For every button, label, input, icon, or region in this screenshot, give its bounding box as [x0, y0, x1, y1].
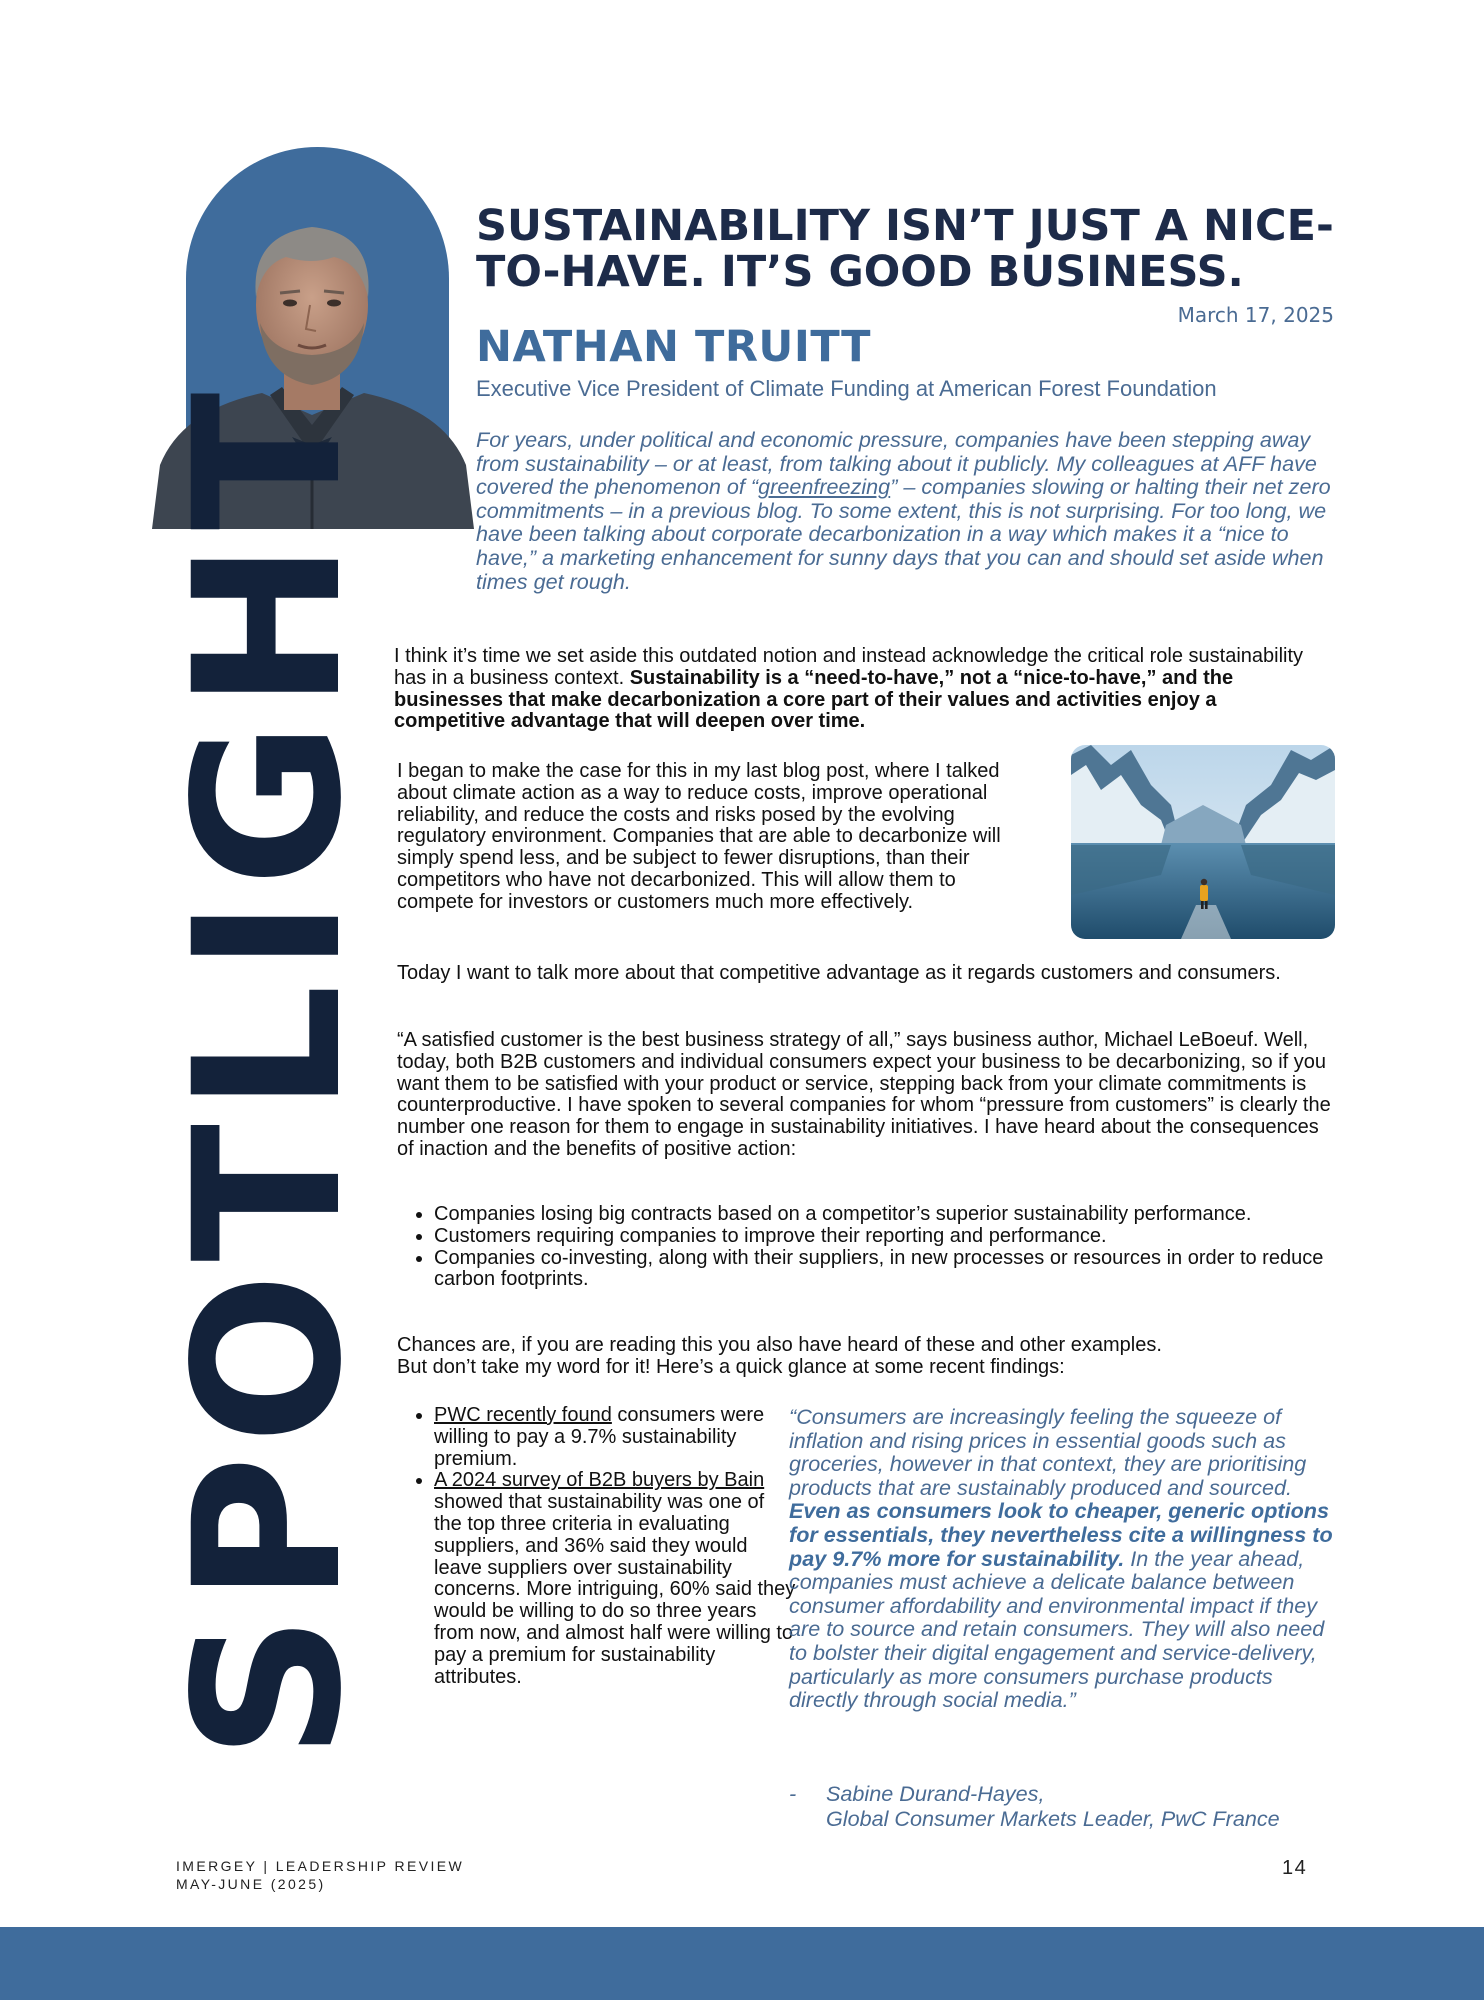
list-item: • Customers requiring companies to improve their reporting and performance. — [434, 1226, 1374, 1248]
bain-survey-link[interactable]: A 2024 survey of B2B buyers by Bain — [434, 1469, 765, 1492]
list-item: • PWC recently found consumers were willing to pay a 9.7% sustainability premium. — [434, 1405, 796, 1470]
attribution-title: Global Consumer Markets Leader, PwC France — [826, 1806, 1280, 1831]
thesis-statement: Sustainability is a “need-to-have,” not a “nice-to-have,” and the businesses that make decarbonization a core part of their values and activities enjoy a competitive advantage that will deepen over time. — [394, 666, 1234, 733]
list-item: • A 2024 survey of B2B buyers by Bain showed that sustainability was one of the top three criteria in evaluating suppliers, and 36% said they would leave suppliers over sustainability concerns. More intriguing, 60% said they would be willing to do so three years from now, and almost half were willing to pay a premium for sustainability attributes. — [434, 1470, 796, 1688]
intro-paragraph: For years, under political and economic pressure, companies have been stepping away from sustainability – or at least, from talking about it publicly. My colleagues at AFF have covered the phenomenon of “greenfreezing” – companies slowing or halting their net zero commitments – in a previous blog. To some extent, this is not surprising. For too long, we have been talking about corporate decarbonization in a way which makes it a “nice to have,” a marketing enhancement for sunny days that you can and should set aside when times get rough. — [476, 427, 1331, 594]
pwc-findings-link[interactable]: PWC recently found — [434, 1404, 612, 1426]
author-name: NATHAN TRUITT — [476, 322, 871, 372]
article-date: March 17, 2025 — [1177, 303, 1334, 327]
previous-blog-paragraph: I began to make the case for this in my last blog post, where I talked about climate action as a way to reduce costs, improve operational reliability, and reduce the costs and risks posed by the evolving regulatory environment. Companies that are able to decarbonize will simply spend less, and be subject to fewer disruptions, than their competitors who have not decarbonized. This will allow them to compete for investors or customers much more effectively. — [397, 760, 1001, 913]
pull-quote-highlight: Even as consumers look to cheaper, generic options for essentials, they nevertheless cite a willingness to pay 9.7% more for sustainability. — [789, 1498, 1333, 1571]
satisfied-customer-paragraph: “A satisfied customer is the best business strategy of all,” says business author, Michael LeBoeuf. Well, today, both B2B customers and individual consumers expect your business to be decarbonizing, so if you want them to be satisfied with your product or service, stepping back from your climate commitments is counterproductive. I have spoken to several companies for whom “pressure from customers” is clearly the number one reason for them to engage in sustainability initiatives. I have heard about the consequences of inaction and the benefits of positive action: — [397, 1029, 1331, 1160]
spotlight-vertical-label: SPOTLIGHT — [150, 381, 386, 1760]
findings-intro-paragraph: Chances are, if you are reading this you also have heard of these and other examples. But don’t take my word for it! Here’s a quick glance at some recent findings: — [397, 1334, 1162, 1378]
author-role: Executive Vice President of Climate Funding at American Forest Foundation — [476, 376, 1217, 401]
publication-name: IMERGEY | LEADERSHIP REVIEW — [176, 1858, 465, 1874]
competitive-advantage-paragraph: Today I want to talk more about that competitive advantage as it regards customers and consumers. — [397, 962, 1281, 984]
findings-list — [396, 1405, 796, 1688]
greenfreezing-link[interactable]: greenfreezing — [758, 474, 891, 500]
bottom-color-band — [0, 1927, 1484, 2000]
pull-quote: “Consumers are increasingly feeling the squeeze of inflation and rising prices in essential goods such as groceries, however in that context, they are prioritising products that are sustainably produced and sourced. Even as consumers look to cheaper, generic options for essentials, they nevertheless cite a willingness to pay 9.7% more for sustainability. In the year ahead, companies must achieve a delicate balance between consumer affordability and environmental impact if they are to source and retain consumers. They will also need to bolster their digital engagement and service-delivery, particularly as more consumers purchase products directly through social media.” — [789, 1404, 1333, 1713]
winter-lake-photo — [1071, 745, 1335, 939]
list-item: • Companies co-investing, along with their suppliers, in new processes or resources in order to reduce carbon footprints. — [434, 1248, 1374, 1292]
list-item: • Companies losing big contracts based on a competitor’s superior sustainability performance. — [434, 1204, 1374, 1226]
thesis-paragraph: I think it’s time we set aside this outdated notion and instead acknowledge the critical role sustainability has in a business context. Sustainability is a “need-to-have,” not a “nice-to-have,” and the businesses that make decarbonization a core part of their values and activities enjoy a competitive advantage that will deepen over time. — [394, 645, 1304, 733]
page-number: 14 — [1282, 1857, 1308, 1879]
article-title: SUSTAINABILITY ISN’T JUST A NICE-TO-HAVE. IT’S GOOD BUSINESS. — [476, 201, 1334, 297]
quote-attribution: - Sabine Durand-Hayes, Global Consumer Markets Leader, PwC France — [789, 1781, 1280, 1831]
consequences-list — [396, 1204, 1374, 1291]
publication-footer — [176, 1857, 464, 1893]
attribution-name: Sabine Durand-Hayes, — [826, 1781, 1045, 1806]
issue-date: MAY-JUNE (2025) — [176, 1876, 326, 1892]
